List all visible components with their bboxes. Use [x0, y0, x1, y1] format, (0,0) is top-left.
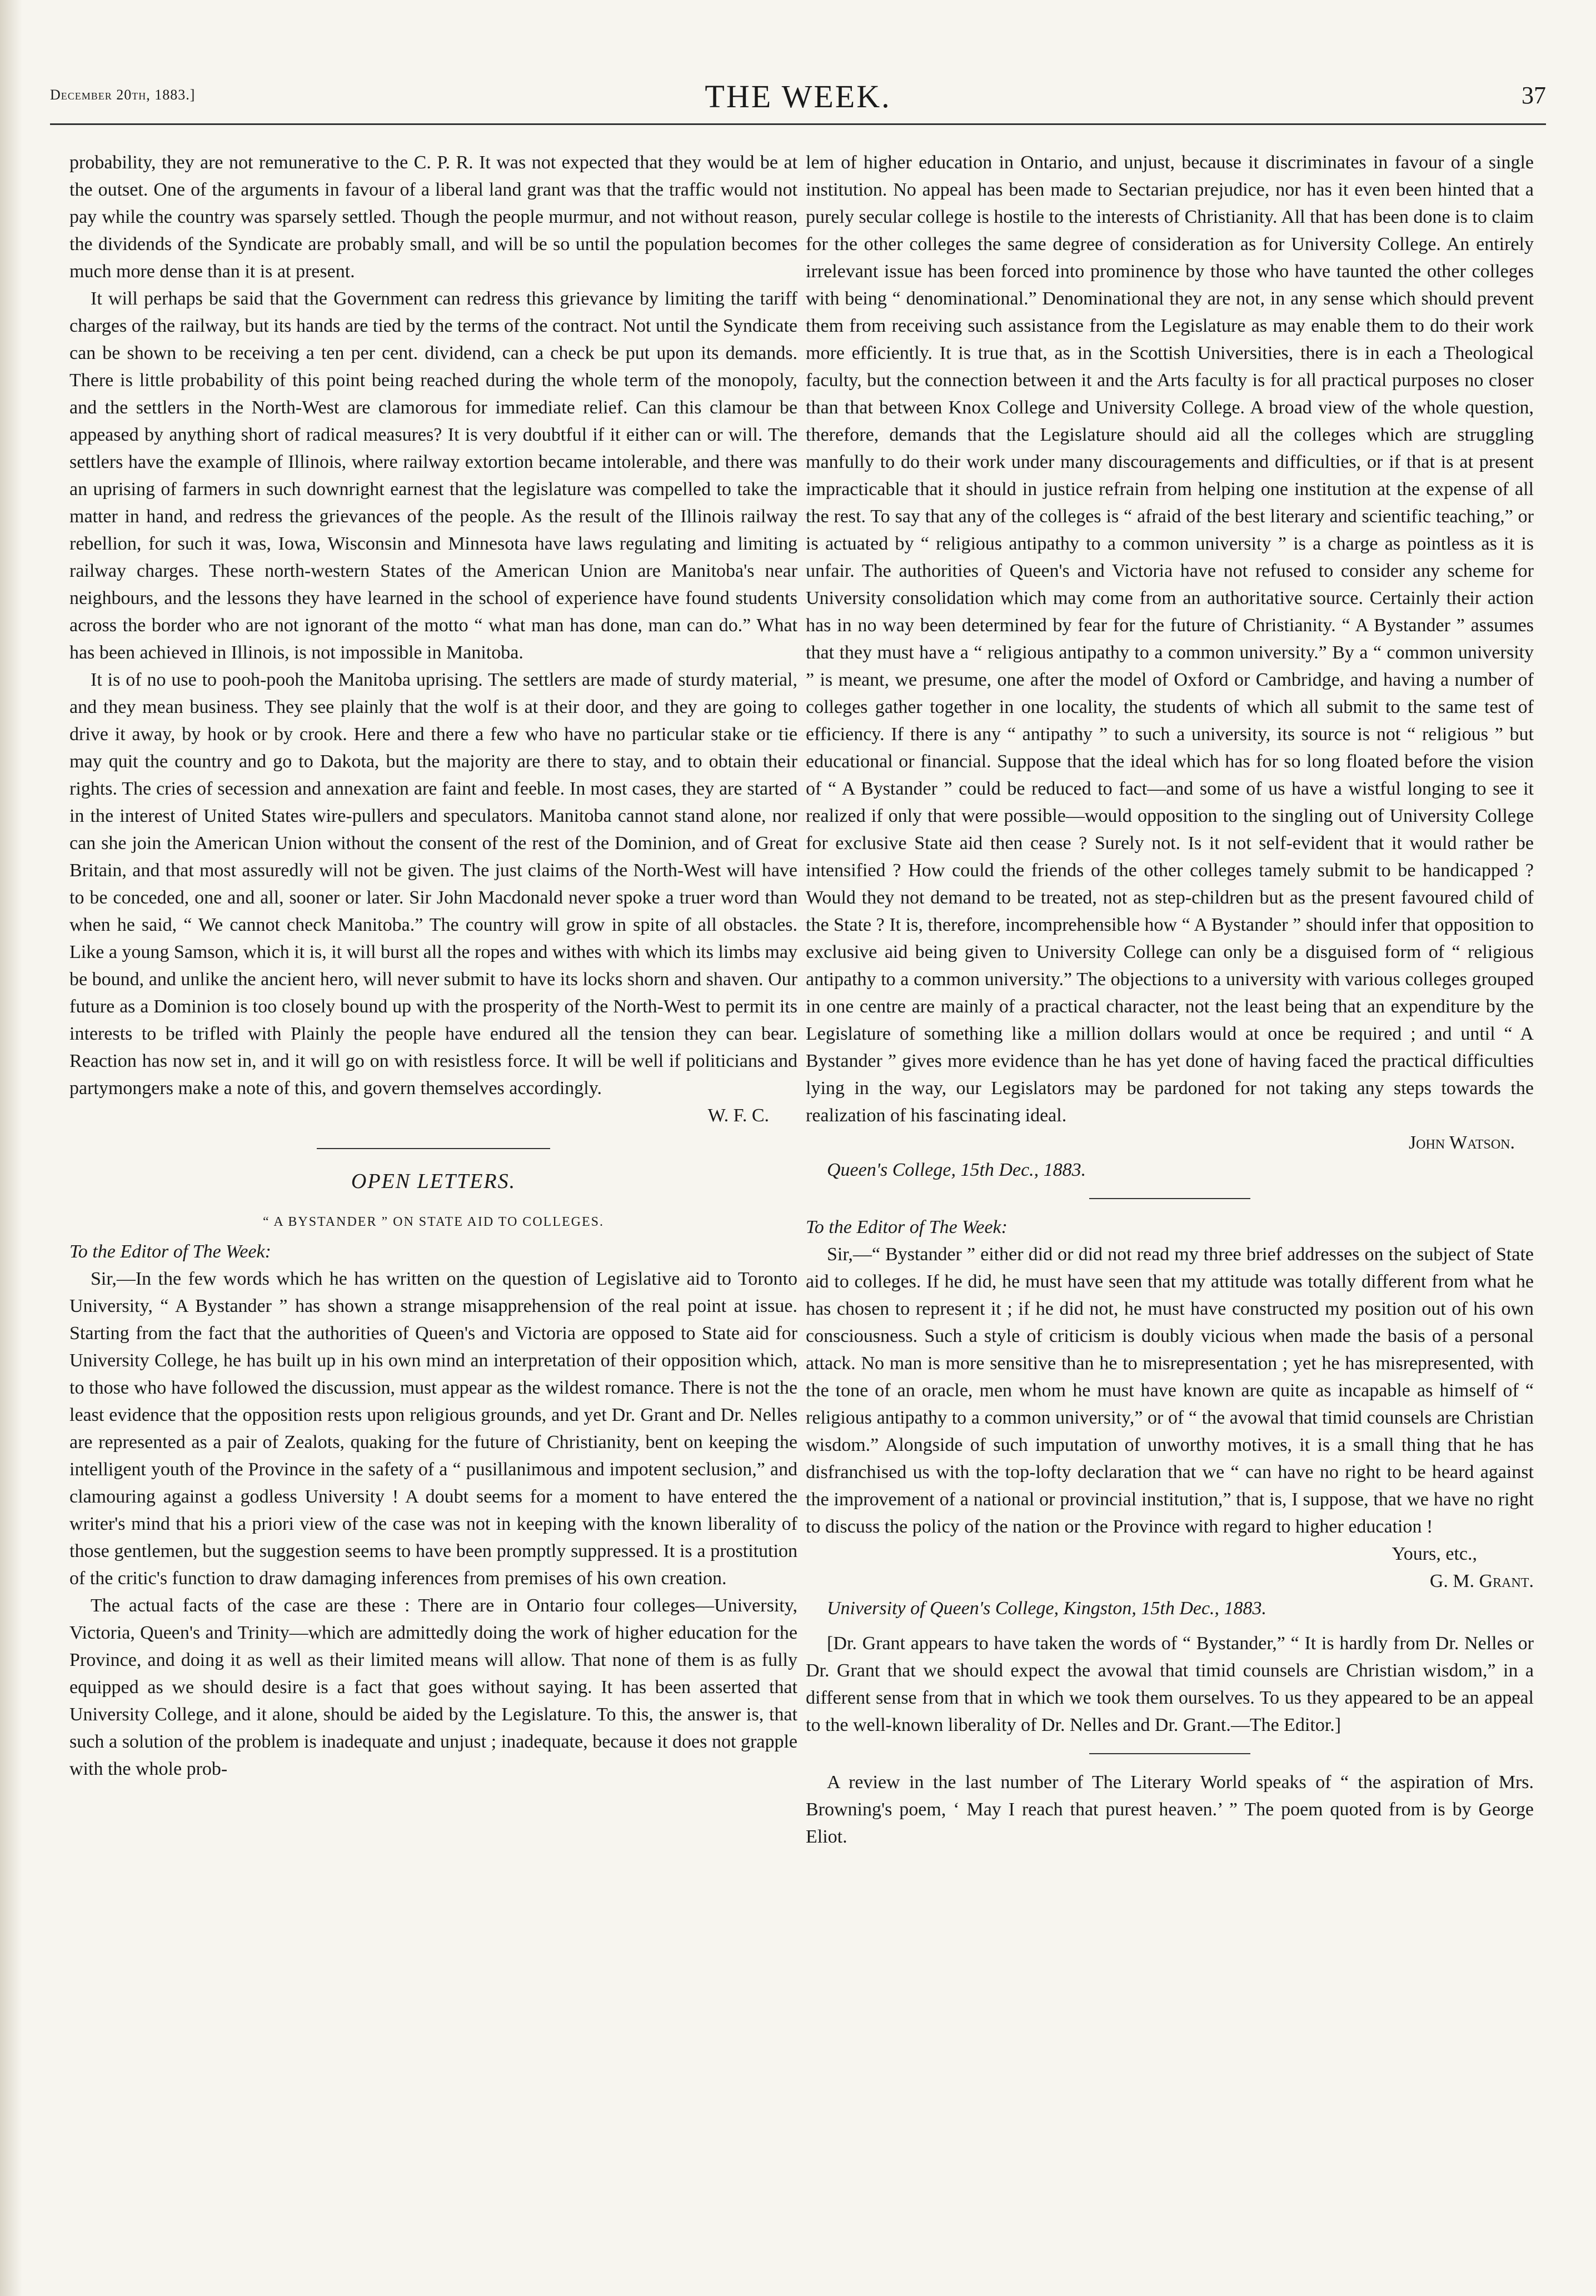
page-header	[50, 71, 1546, 116]
signature-text: G. M. Grant.	[1429, 1571, 1534, 1591]
paragraph: The actual facts of the case are these : There are in Ontario four colleges—University, Victoria, Queen's and Trinity—which are admittedly doing the work of higher education for the Province, and doing it as well as their limited means will allow. That none of them is as fully equipped as we should desire is a fact that goes without saying. It has been asserted that University College, and it alone, should be aided by the Legislature. To this, the answer is, that such a solution of the problem is inadequate and unjust ; inadequate, because it does not grapple with the whole prob-	[69, 1595, 797, 1779]
closing	[806, 1540, 1534, 1568]
signature	[69, 1102, 797, 1129]
paragraph: probability, they are not remunerative to the C. P. R. It was not expected that they would be at the outset. One of the arguments in favour of a liberal land grant was that the traffic would not pay while the country was sparsely settled. Though the people murmur, and not without reason, the dividends of the Syndicate are probably small, and will be so until the population becomes much more dense than it is at present.	[69, 152, 797, 282]
paragraph: Sir,—In the few words which he has written on the question of Legislative aid to Toronto University, “ A Bystander ” has shown a strange misapprehension of the real point at issue. Starting from the fact that the authorities of Queen's and Victoria are opposed to State aid for University College, he has built up in his own mind an interpretation of their opposition which, to those who have followed the discussion, must appear as the wildest romance. There is not the least evidence that the opposition rests upon religious grounds, and yet Dr. Grant and Dr. Nelles are represented as a pair of Zealots, quaking for the future of Christianity, bent on keeping the intelligent youth of the Province in the safety of a “ pusillanimous and impotent seclusion,” and clamouring against a godless University ! A doubt seems for a moment to have entered the writer's mind that his a priori view of the case was not in keeping with the known liberality of those gentlemen, but the suggestion seems to have been promptly suppressed. It is a prostitution of the critic's function to draw damaging inferences from premises of his own creation.	[69, 1269, 797, 1589]
closing-text: Yours, etc.,	[1391, 1544, 1477, 1564]
signature-text: W. F. C.	[707, 1105, 769, 1126]
signature	[806, 1568, 1534, 1595]
right-column	[806, 149, 1534, 1850]
salutation: To the Editor of The Week:	[806, 1217, 1008, 1237]
paragraph: A review in the last number of The Literary World speaks of “ the aspiration of Mrs. Browning's poem, ‘ May I reach that purest heaven.’ ” The poem quoted from is by George Eliot.	[806, 1772, 1534, 1847]
letter-subhead: “ A BYSTANDER ” ON STATE AID TO COLLEGES.	[263, 1215, 604, 1229]
paragraph: It will perhaps be said that the Government can redress this grievance by limiting the tariff charges of the railway, but its hands are tied by the terms of the contract. Not until the Syndicate can be shown to be receiving a ten per cent. dividend, can a check be put upon its demands. There is little probability of this point being reached during the whole term of the monopoly, and the settlers in the North-West are clamorous for immediate relief. Can this clamour be appeased by anything short of radical measures? It is very doubtful if it either can or will. The settlers have the example of Illinois, where railway extortion became intolerable, and there was an uprising of farmers in such downright earnest that the legislature was compelled to take the matter in hand, and redress the grievances of the people. As the result of the Illinois railway rebellion, for such it was, Iowa, Wisconsin and Minnesota have laws regulating and limiting railway charges. These north-western States of the American Union are Manitoba's near neighbours, and the lessons they have learned in the school of experience have found students across the border who are not ignorant of the motto “ what man has done, man can do.” What has been achieved in Illinois, is not impossible in Manitoba.	[69, 288, 797, 663]
section-title: OPEN LETTERS.	[351, 1170, 516, 1193]
page-number: 37	[1522, 82, 1546, 109]
paragraph: Sir,—“ Bystander ” either did or did not read my three brief addresses on the subject of State aid to colleges. If he did, he must have seen that my attitude was totally different from what he has chosen to represent it ; if he did not, he must have constructed my position out of his own consciousness. Such a style of criticism is doubly vicious when made the basis of a personal attack. No man is more sensitive than he to misrepresentation ; yet he has misrepresented, with the tone of an oracle, men whom he must have known are quite as incapable as himself of “ religious antipathy to a common university,” or of “ the avowal that timid counsels are Christian wisdom.” Alongside of such imputation of unworthy motives, it is a small thing that he has disfranchised us with the top-lofty declaration that we “ can have no right to be heard against the improvement of a national or provincial institution,” that is, I suppose, that we have no right to discuss the policy of the nation or the Province with regard to higher education !	[806, 1244, 1534, 1537]
header-rule	[50, 123, 1546, 125]
note-divider	[1089, 1753, 1250, 1754]
signature-text: John Watson.	[1408, 1132, 1515, 1153]
header-date: December 20th, 1883.]	[50, 87, 196, 103]
dateline: University of Queen's College, Kingston, 15th Dec., 1883.	[827, 1598, 1267, 1619]
section-divider	[317, 1148, 550, 1149]
letter-divider	[1089, 1198, 1250, 1199]
paragraph: lem of higher education in Ontario, and unjust, because it discriminates in favour of a single institution. No appeal has been made to Sectarian prejudice, nor has it even been hinted that a purely secular college is hostile to the interests of Christianity. All that has been done is to claim for the other colleges the same degree of consideration as for University College. An entirely irrelevant issue has been forced into prominence by those who have taunted the other colleges with being “ denominational.” Denominational they are not, in any sense which should prevent them from receiving such assistance from the Legislature as may enable them to do their work more efficiently. It is true that, as in the Scottish Universities, there is in each a Theological faculty, but the connection between it and the Arts faculty is for all practical purposes no closer than that between Knox College and University College. A broad view of the whole question, therefore, demands that the Legislature should aid all the colleges which are struggling manfully to do their work under many discouragements and difficulties, or if that is at present impracticable that it should in justice refrain from helping one institution at the expense of all the rest. To say that any of the colleges is “ afraid of the best literary and scientific teaching,” or is actuated by “ religious antipathy to a common university ” is a charge as pointless as it is unfair. The authorities of Queen's and Victoria have not refused to consider any scheme for University consolidation which may come from an authoritative source. Certainly their action has in no way been determined by fear for the future of Christianity. “ A Bystander ” assumes that they must have a “ religious antipathy to a common university.” By a “ common university ” is meant, we presume, one after the model of Oxford or Cambridge, and having a number of colleges gather together in one locality, the students of which all submit to the same test of efficiency. If there is any “ antipathy ” to such a university, its source is not “ religious ” but educational or financial. Suppose that the ideal which has for so long floated before the vision of “ A Bystander ” could be reduced to fact—and some of us have a wistful longing to see it realized if only that were possible—would opposition to the singling out of University College for exclusive State aid then cease ? Surely not. Is it not self-evident that it would rather be intensified ? How could the friends of the other colleges tamely submit to be handicapped ? Would they not demand to be treated, not as step-children but as the present favoured child of the State ? It is, therefore, incomprehensible how “ A Bystander ” should infer that opposition to exclusive aid being given to University College can only be a disguised form of “ religious antipathy to a common university.” The objections to a university with various colleges grouped in one centre are mainly of a practical character, not the least being that an expenditure by the Legislature of something like a million dollars would at once be required ; and until “ A Bystander ” gives more evidence than he has yet done of having faced the practical difficulties lying in the way, our Legislators may be pardoned for not taking any steps towards the realization of his fascinating ideal.	[806, 152, 1534, 1126]
page-edge-shadow	[0, 0, 22, 2296]
left-column	[69, 149, 797, 1783]
dateline: Queen's College, 15th Dec., 1883.	[827, 1160, 1086, 1180]
signature	[806, 1129, 1534, 1156]
salutation: To the Editor of The Week:	[69, 1241, 271, 1262]
editor-note: [Dr. Grant appears to have taken the words of “ Bystander,” “ It is hardly from Dr. Nelles or Dr. Grant that we should expect the avowal that timid counsels are Christian wisdom,” in a different sense from that in which we took them ourselves. To us they appeared to be an appeal to the well-known liberality of Dr. Nelles and Dr. Grant.—The Editor.]	[806, 1633, 1534, 1735]
masthead-title: THE WEEK.	[705, 78, 891, 114]
paragraph: It is of no use to pooh-pooh the Manitoba uprising. The settlers are made of sturdy material, and they mean business. They see plainly that the wolf is at their door, and they are going to drive it away, by hook or by crook. Here and there a few who have no particular stake or tie may quit the country and go to Dakota, but the majority are there to stay, and to obtain their rights. The cries of secession and annexation are faint and feeble. In most cases, they are started in the interest of United States wire-pullers and speculators. Manitoba cannot stand alone, nor can she join the American Union without the consent of the rest of the Dominion, and of Great Britain, and that most assuredly will not be given. The just claims of the North-West will have to be conceded, one and all, sooner or later. Sir John Macdonald never spoke a truer word than when he said, “ We cannot check Manitoba.” The country will grow in spite of all obstacles. Like a young Samson, which it is, it will burst all the ropes and withes with which its limbs may be bound, and unlike the ancient hero, will never submit to have its locks shorn and shaven. Our future as a Dominion is too closely bound up with the prosperity of the North-West to permit its interests to be trifled with Plainly the people have endured all the tension they can bear. Reaction has now set in, and it will go on with resistless force. It will be well if politicians and partymongers make a note of this, and govern themselves accordingly.	[69, 670, 797, 1099]
